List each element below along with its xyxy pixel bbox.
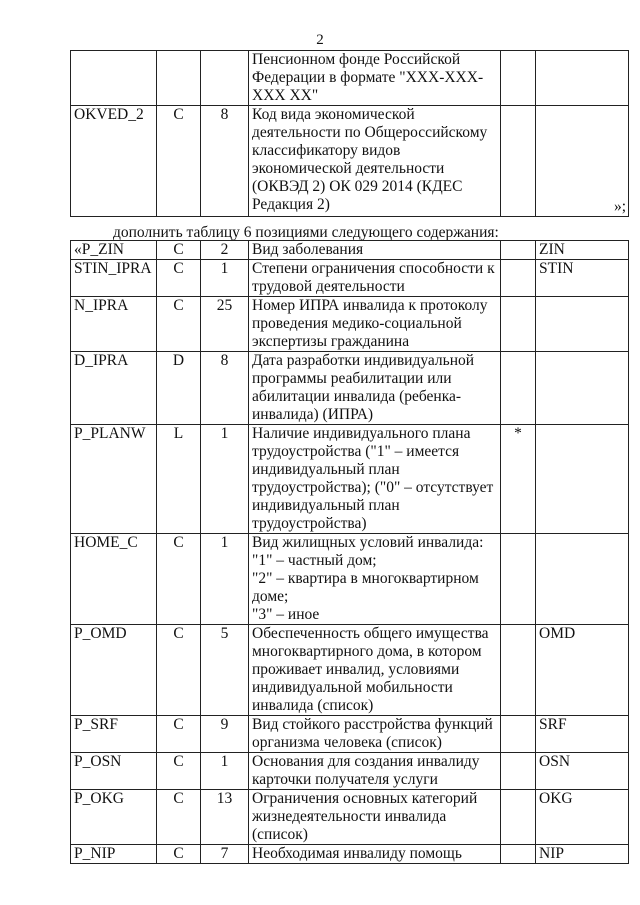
field-description: Вид заболевания (249, 241, 501, 260)
field-type: D (157, 352, 201, 425)
field-code: «P_ZIN (71, 241, 157, 260)
field-length: 1 (201, 534, 249, 625)
table-row (71, 352, 629, 425)
table-row (71, 625, 629, 716)
field-required-mark (501, 716, 536, 753)
field-required-mark (501, 352, 536, 425)
field-code: P_SRF (71, 716, 157, 753)
field-code: STIN_IPRA (71, 260, 157, 297)
field-type: C (157, 625, 201, 716)
field-required-mark (501, 790, 536, 845)
field-code: P_OSN (71, 753, 157, 790)
field-reference: SRF (536, 716, 629, 753)
field-code: P_NIP (71, 845, 157, 864)
field-required-mark (501, 625, 536, 716)
field-description: Необходимая инвалиду помощь (249, 845, 501, 864)
field-type: C (157, 790, 201, 845)
table-row (71, 106, 629, 217)
field-length: 25 (201, 297, 249, 352)
field-required-mark (501, 845, 536, 864)
field-code: D_IPRA (71, 352, 157, 425)
field-length: 8 (201, 352, 249, 425)
field-length: 1 (201, 260, 249, 297)
field-code: P_OKG (71, 790, 157, 845)
field-required-mark (501, 753, 536, 790)
field-length: 9 (201, 716, 249, 753)
field-description: Обеспеченность общего имущества многоквартирного дома, в котором проживает инвалид, условиями индивидуальной мобильности инвалида (список) (249, 625, 501, 716)
field-description: Номер ИПРА инвалида к протоколу проведения медико-социальной экспертизы гражданина (249, 297, 501, 352)
field-reference (536, 425, 629, 534)
field-type: C (157, 106, 201, 217)
field-code: N_IPRA (71, 297, 157, 352)
field-reference: OMD (536, 625, 629, 716)
field-description: Пенсионном фонде Российской Федерации в формате "XXX-XXX- XXX XX" (249, 51, 501, 106)
table-fields-continuation (70, 50, 629, 217)
field-required-mark (501, 534, 536, 625)
field-description: Основания для создания инвалиду карточки получателя услуги (249, 753, 501, 790)
field-length (201, 51, 249, 106)
table-row (71, 425, 629, 534)
field-length: 7 (201, 845, 249, 864)
table-row (71, 845, 629, 864)
table-row (71, 51, 629, 106)
page-number: 2 (316, 32, 324, 48)
table-row (71, 241, 629, 260)
field-description: Вид жилищных условий инвалида: "1" – частный дом; "2" – квартира в многоквартирном доме; "3" – иное (249, 534, 501, 625)
field-description: Вид стойкого расстройства функций организма человека (список) (249, 716, 501, 753)
field-required-mark (501, 106, 536, 217)
field-reference (536, 106, 629, 217)
field-length: 5 (201, 625, 249, 716)
closing-quote-mark: »; (613, 198, 626, 215)
field-required-mark (501, 297, 536, 352)
field-reference: STIN (536, 260, 629, 297)
table-row (71, 260, 629, 297)
table-row (71, 790, 629, 845)
field-length: 1 (201, 753, 249, 790)
field-reference (536, 534, 629, 625)
field-required-mark: * (501, 425, 536, 534)
field-code (71, 51, 157, 106)
field-reference: NIP (536, 845, 629, 864)
field-length: 1 (201, 425, 249, 534)
field-reference: ZIN (536, 241, 629, 260)
field-required-mark (501, 260, 536, 297)
field-code: P_OMD (71, 625, 157, 716)
field-type: C (157, 845, 201, 864)
field-reference (536, 51, 629, 106)
field-description: Дата разработки индивидуальной программы реабилитации или абилитации инвалида (ребенка- инвалида) (ИПРА) (249, 352, 501, 425)
field-type: C (157, 753, 201, 790)
field-reference (536, 297, 629, 352)
field-length: 2 (201, 241, 249, 260)
field-code: HOME_C (71, 534, 157, 625)
field-length: 13 (201, 790, 249, 845)
field-description: Степени ограничения способности к трудовой деятельности (249, 260, 501, 297)
intro-text: дополнить таблицу 6 позициями следующего содержания: (113, 224, 499, 241)
field-type: C (157, 260, 201, 297)
field-type: C (157, 241, 201, 260)
field-type: C (157, 297, 201, 352)
field-reference: OKG (536, 790, 629, 845)
field-required-mark (501, 241, 536, 260)
field-type: C (157, 716, 201, 753)
field-length: 8 (201, 106, 249, 217)
field-reference: OSN (536, 753, 629, 790)
field-type: C (157, 534, 201, 625)
field-code: P_PLANW (71, 425, 157, 534)
field-type: L (157, 425, 201, 534)
field-description: Наличие индивидуального плана трудоустройства ("1" – имеется индивидуальный план трудоустройства); ("0" – отсутствует индивидуальный план трудоустройства) (249, 425, 501, 534)
table-row (71, 716, 629, 753)
field-code: OKVED_2 (71, 106, 157, 217)
table-6-additions (70, 240, 629, 864)
field-reference (536, 352, 629, 425)
table-row (71, 753, 629, 790)
table-row (71, 534, 629, 625)
field-description: Ограничения основных категорий жизнедеятельности инвалида (список) (249, 790, 501, 845)
table-row (71, 297, 629, 352)
field-type (157, 51, 201, 106)
field-description: Код вида экономической деятельности по Общероссийскому классификатору видов экономической деятельности (ОКВЭД 2) ОК 029 2014 (КДЕС Редакция 2) (249, 106, 501, 217)
field-required-mark (501, 51, 536, 106)
